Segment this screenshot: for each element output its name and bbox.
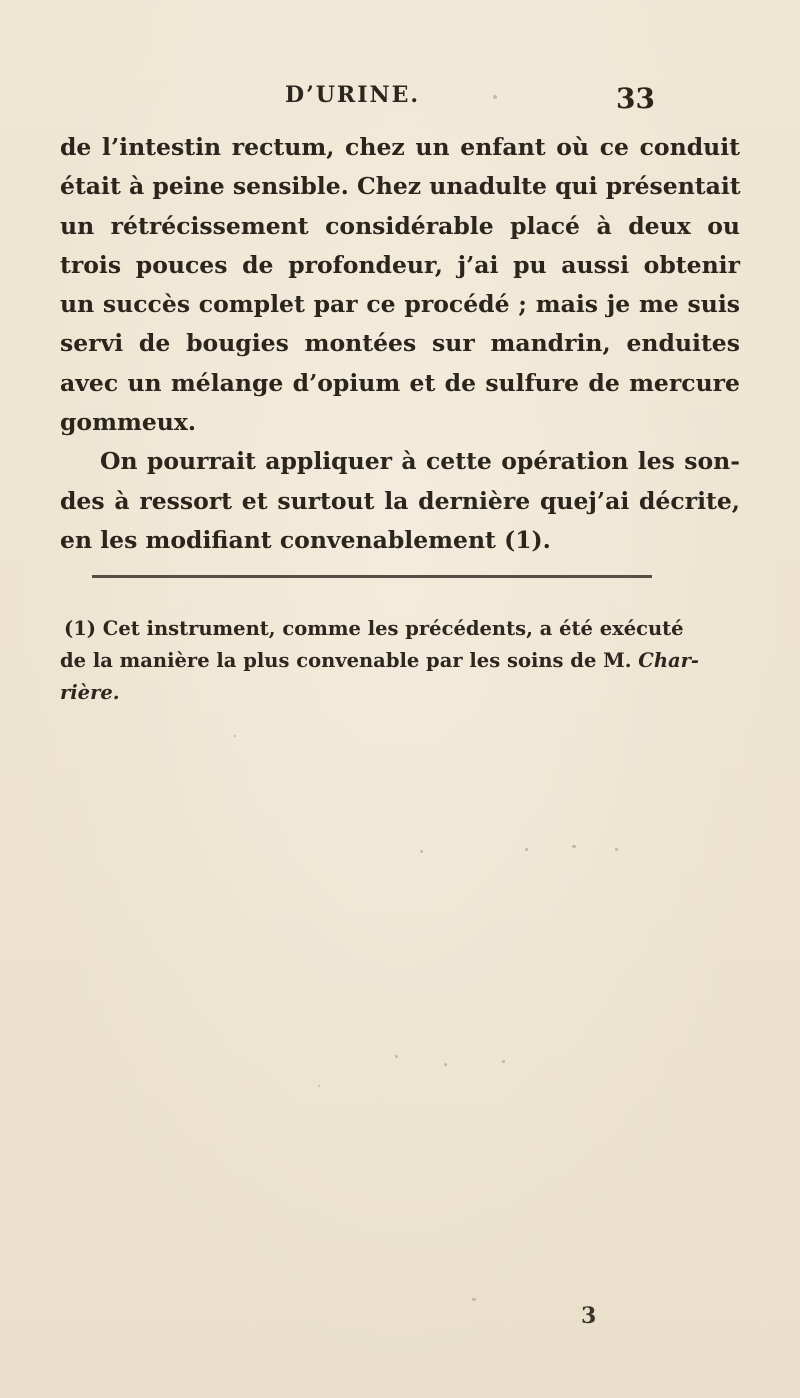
paper-speck bbox=[472, 1298, 476, 1301]
text-line: avec un mélange d’opium et de sulfure de mercure bbox=[60, 368, 740, 397]
signature-mark: 3 bbox=[581, 1303, 597, 1329]
paper-speck bbox=[502, 1060, 505, 1063]
footnote-line bbox=[60, 645, 699, 677]
page-header bbox=[0, 82, 800, 118]
paper-speck bbox=[444, 1063, 447, 1066]
paper-speck bbox=[615, 848, 618, 851]
text-line: gommeux. bbox=[60, 408, 197, 437]
paper-speck bbox=[395, 1055, 398, 1058]
text-line: un succès complet par ce procédé ; mais je me suis bbox=[60, 290, 740, 319]
footnote-separator-rule bbox=[92, 575, 652, 578]
running-title: D’URINE. bbox=[285, 82, 421, 108]
paper-speck bbox=[234, 735, 236, 737]
text-line: servi de bougies montées sur mandrin, enduites bbox=[60, 329, 740, 358]
paper-speck bbox=[572, 845, 576, 848]
footnote-line bbox=[60, 677, 672, 709]
text-line: était à peine sensible. Chez unadulte qui présentait bbox=[60, 172, 741, 201]
text-line: en les modifiant convenablement (1). bbox=[60, 525, 551, 554]
text-line: trois pouces de profondeur, j’ai pu aussi obtenir bbox=[60, 250, 740, 279]
paper-speck bbox=[493, 95, 497, 99]
text-line: On pourrait appliquer à cette opération les son- bbox=[100, 447, 740, 476]
body-text bbox=[60, 128, 740, 560]
footnote-name-italic: Char- bbox=[638, 649, 699, 672]
footnote-name-italic: rière. bbox=[60, 681, 120, 704]
footnote bbox=[60, 613, 699, 709]
text-line: un rétrécissement considérable placé à deux ou bbox=[60, 211, 740, 240]
page-number: 33 bbox=[616, 82, 655, 115]
paper-speck bbox=[318, 1085, 320, 1087]
paper-speck bbox=[525, 848, 528, 851]
text-line: des à ressort et surtout la dernière quej’ai décrite, bbox=[60, 486, 740, 515]
paper-speck bbox=[420, 850, 423, 853]
text-line: de l’intestin rectum, chez un enfant où ce conduit bbox=[60, 133, 740, 161]
footnote-line: (1) Cet instrument, comme les précédents, a été exécuté bbox=[64, 617, 684, 640]
footnote-line-text: de la manière la plus convenable par les soins de M. bbox=[60, 649, 639, 672]
